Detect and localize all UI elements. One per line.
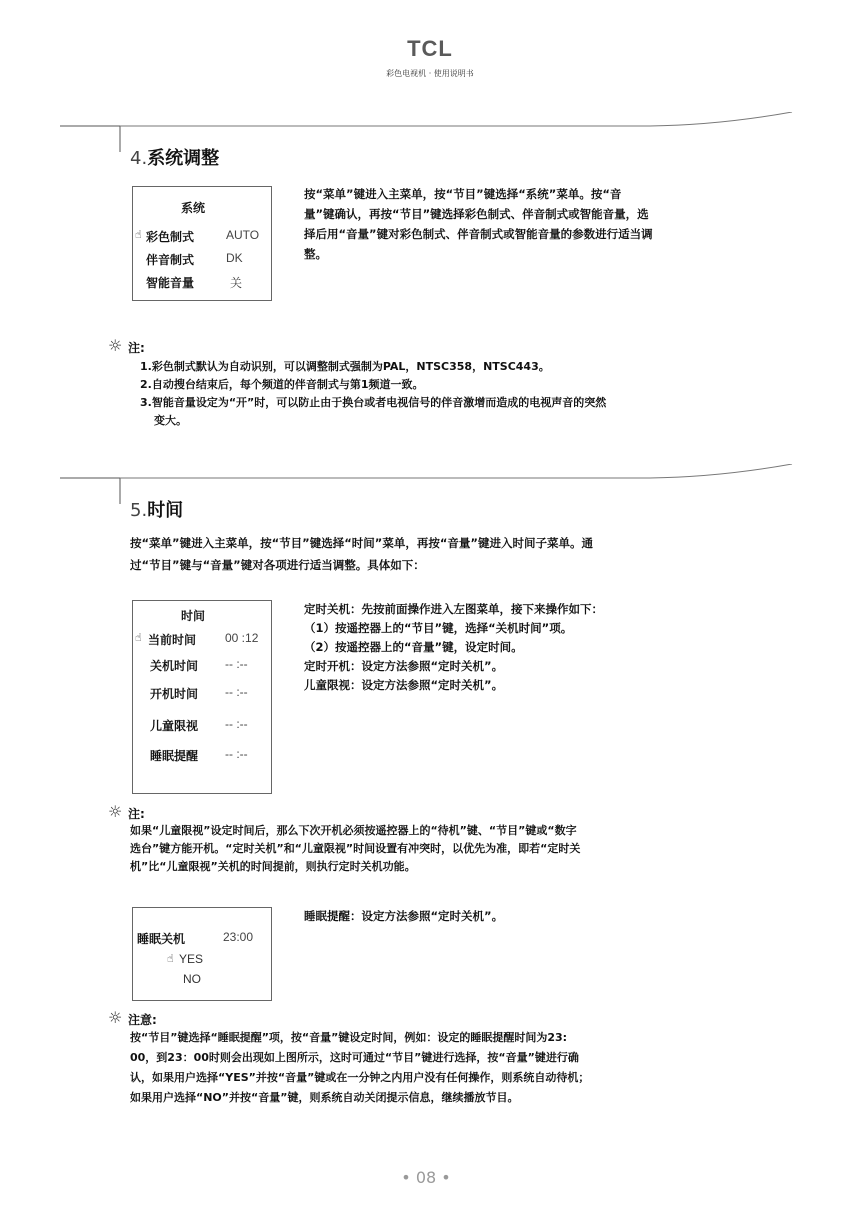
section-4-notes: ☼ 注: 1.彩色制式默认为自动识别，可以调整制式强制为PAL，NTSC358，NTSC443。 2.自动搜台结束后，每个频道的伴音制式与第1频道一致。 3.智能音量设定为“开”时，可以防止由于换台或者电视信号的伴音激增而造成的电视声音的突然 变大。	[108, 336, 768, 430]
section-5-steps: 定时关机：先按前面操作进入左图菜单，接下来操作如下： （1）按遥控器上的“节目”键，选择“关机时间”项。 （2）按遥控器上的“音量”键，设定时间。 定时开机：设定方法参照“定时关机”。 儿童限视：设定方法参照“定时关机”。	[304, 602, 603, 692]
time-menu-box: 时间 ☝ 当前时间 00 :12 关机时间 -- :-- 开机时间 -- :-- 儿童限视 -- :-- 睡眠提醒 -- :--	[132, 600, 272, 794]
brand-logo: TCL	[407, 36, 453, 61]
section-4-description: 按“菜单”键进入主菜单，按“节目”键选择“系统”菜单。按“音 量”键确认，再按“节目”键选择彩色制式、伴音制式或智能音量，选 择后用“音量”键对彩色制式、伴音制式或智能音量的参数进行适当调 整。	[304, 187, 653, 261]
sun-icon: ☼	[108, 336, 123, 355]
sun-icon: ☼	[108, 802, 123, 821]
section-4-number: 4.	[130, 148, 148, 169]
hand-cursor-icon: ☝	[135, 228, 142, 241]
system-menu-box: 系统 ☝ 彩色制式 AUTO 伴音制式 DK 智能音量 关	[132, 186, 272, 301]
section-5-title	[130, 496, 183, 522]
note-item: 2.自动搜台结束后，每个频道的伴音制式与第1频道一致。	[140, 378, 424, 391]
sleep-description: 睡眠提醒：设定方法参照“定时关机”。	[304, 909, 504, 923]
section-5-intro: 按“菜单”键进入主菜单，按“节目”键选择“时间”菜单，再按“音量”键进入时间子菜单。通 过“节目”键与“音量”键对各项进行适当调整。具体如下：	[130, 536, 593, 572]
sun-icon: ☼	[108, 1008, 123, 1027]
page-number: • 08 •	[401, 1168, 451, 1187]
time-menu-title: 时间	[181, 609, 206, 623]
sleep-option-yes: YES	[179, 952, 204, 966]
section-5-note: ☼ 注: 如果“儿童限视”设定时间后，那么下次开机必须按遥控器上的“待机”键、“节目”键或“数字 选台”键方能开机。“定时关机”和“儿童限视”时间设置有冲突时，以优先为准，即若“定时关 机”比“儿童限视”关机的时间提前，则执行定时关机功能。	[108, 802, 581, 873]
system-menu-title: 系统	[181, 201, 206, 215]
section-5-number: 5.	[130, 500, 148, 521]
note-item: 1.彩色制式默认为自动识别，可以调整制式强制为PAL，NTSC358，NTSC443。	[140, 360, 550, 373]
note-item: 3.智能音量设定为“开”时，可以防止由于换台或者电视信号的伴音激增而造成的电视声音的突然	[140, 396, 607, 409]
section-4-title	[130, 144, 219, 170]
note-item: 变大。	[154, 414, 187, 427]
sleep-option-no: NO	[183, 972, 201, 986]
section-5-title-text: 时间	[147, 500, 184, 521]
hand-cursor-icon: ☝	[135, 631, 142, 644]
section-divider	[0, 464, 853, 504]
section-divider	[0, 112, 853, 152]
section-4-title-text: 系统调整	[147, 148, 220, 169]
attention-note: ☼ 注意: 按“节目”键选择“睡眠提醒”项，按“音量”键设定时间，例如：设定的睡眠提醒时间为23: 00，到23：00时则会出现如上图所示，这时可通过“节目”键进行选择，按“音量”键进行确 认，如果用户选择“YES”并按“音量”键或在一分钟之内用户没有任何操作，则系统自动待机； 如果用户选择“NO”并按“音量”键，则系统自动关闭提示信息，继续播放节目。	[108, 1008, 590, 1104]
hand-cursor-icon: ☝	[167, 952, 174, 965]
header-subtitle: 彩色电视机 · 使用说明书	[386, 69, 474, 78]
sleep-menu-box: 睡眠关机 23:00 ☝ YES NO	[132, 907, 272, 1001]
